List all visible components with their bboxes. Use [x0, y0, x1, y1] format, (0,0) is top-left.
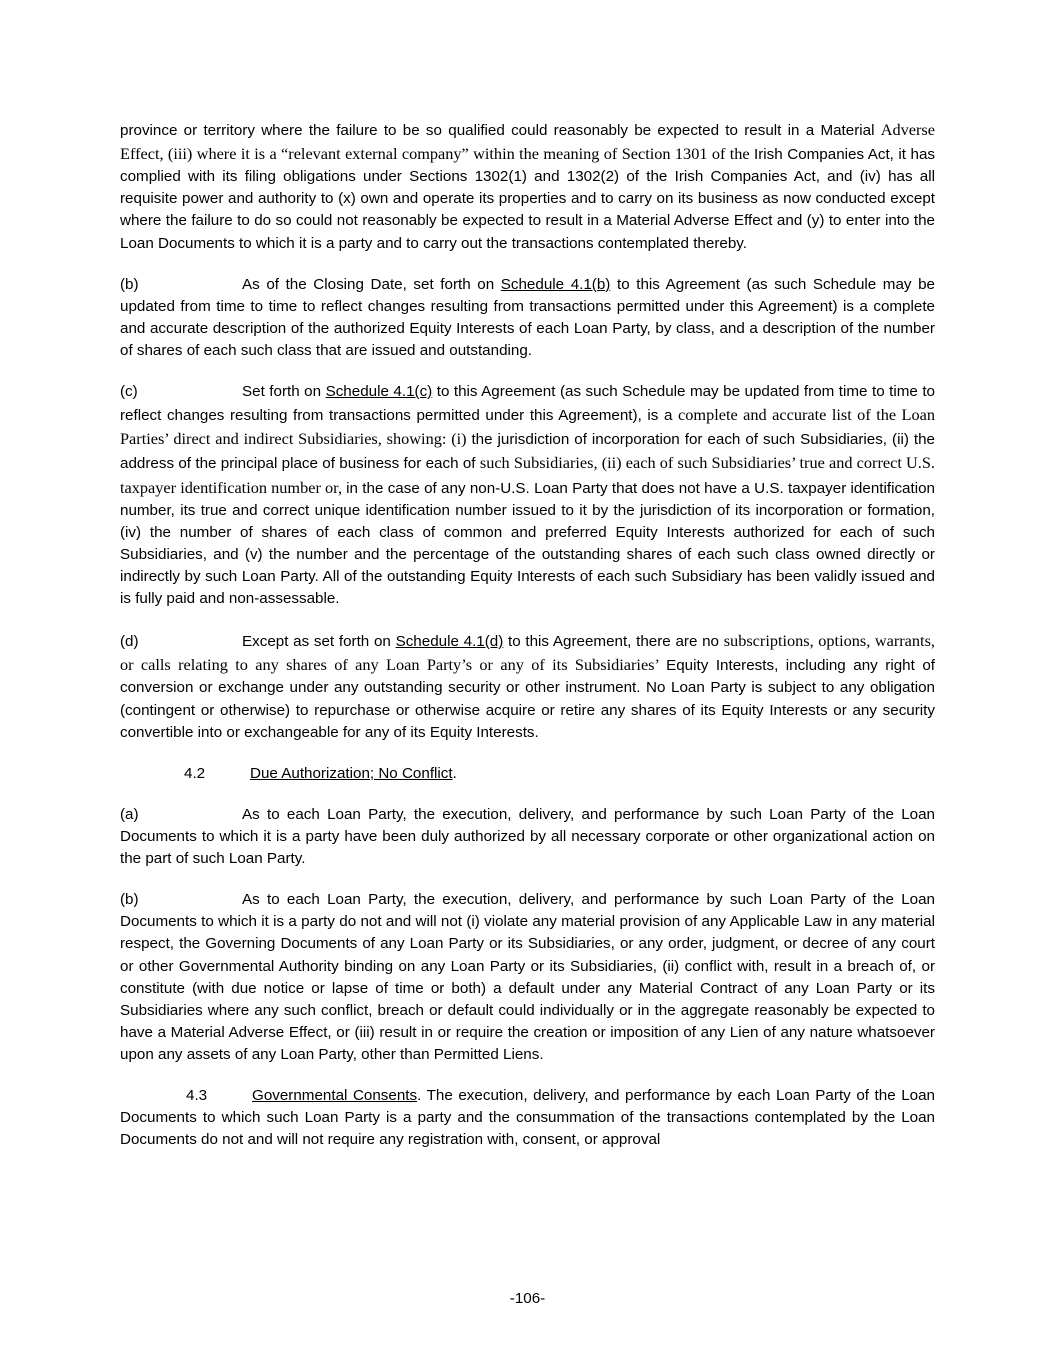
run-text: As of the Closing Date, set forth on [242, 275, 501, 293]
section-number-4-2: 4.2 [184, 764, 206, 782]
section-title-4-3: Governmental Consents [252, 1087, 418, 1105]
page-number: -106- [509, 1290, 546, 1307]
run-text: the jurisdiction of incorporation for each of such Subsidiaries, (ii) the address of the principal place of business for each of [120, 431, 935, 473]
run-text: to this Agreement, there are no [503, 633, 724, 651]
run-text-serif: such Subsidiaries, (ii) each of such Subsidiaries’ true and correct U.S. taxpayer identification number or, [120, 453, 935, 497]
paragraph-label-c: (c) [120, 383, 138, 401]
section-heading-4-2 [120, 763, 935, 785]
schedule-ref-4-1-c: Schedule 4.1(c) [325, 383, 433, 401]
run-text-serif: Adverse Effect, (iii) where it is a “relevant external company” within the meaning of Section 1301 of the [120, 120, 935, 164]
run-text: Except as set forth on [242, 633, 396, 651]
run-text-serif: subscriptions, options, warrants, or calls relating to any shares of any Loan Party’s or any of its Subsidiaries’ [120, 631, 935, 675]
run-text: to this Agreement (as such Schedule may be updated from time to time to reflect changes resulting from transactions permitted under this Agreement), is a [120, 383, 935, 425]
paragraph-4-1-b [120, 274, 935, 362]
paragraph-4-2-a [120, 804, 935, 870]
run-text: As to each Loan Party, the execution, delivery, and performance by such Loan Party of the Loan Documents to which it is a party have been duly authorized by all necessary corporate or other organizational action on the part of such Loan Party. [120, 805, 935, 868]
run-text: to this Agreement (as such Schedule may be updated from time to time to reflect changes resulting from transactions permitted under this Agreement) is a complete and accurate description of the authorized Equity Interests of each Loan Party, by class, and a description of the number of shares of each such class that are issued and outstanding. [120, 275, 935, 359]
run-text: in the case of any non-U.S. Loan Party that does not have a U.S. taxpayer identification number, its true and correct unique identification number issued to it by the jurisdiction of its incorporation or formation, (iv) the number of shares of each class of common and preferred Equity Interests authorized for each of such Subsidiaries, and (v) the number and the percentage of the outstanding shares of each such class owned directly or indirectly by such Loan Party. All of the outstanding Equity Interests of each such Subsidiary has been validly issued and is fully paid and non-assessable. [120, 479, 935, 608]
run-text: As to each Loan Party, the execution, delivery, and performance by such Loan Party of the Loan Documents to which it is a party do not and will not (i) violate any material provision of any Applicable Law in any material respect, the Governing Documents of any Loan Party or its Subsidiaries, or any order, judgment, or decree of any court or other Governmental Authority binding on any Loan Party or its Subsidiaries, (ii) conflict with, result in a breach of, or constitute (with due notice or lapse of time or both) a default under any Material Contract of any Loan Party or its Subsidiaries where any such conflict, breach or default could individually or in the aggregate reasonably be expected to have a Material Adverse Effect, or (iii) result in or require the creation or imposition of any Lien of any nature whatsoever upon any assets of any Loan Party, other than Permitted Liens. [120, 891, 935, 1063]
run-text-serif: complete and accurate list of the Loan Parties’ direct and indirect Subsidiaries, showing: (i) [120, 405, 935, 449]
run-text: Irish Companies Act, it has complied with its filing obligations under Sections 1302(1) and 1302(2) of the Irish Companies Act, and (iv) has all requisite power and authority to (x) own and operate its properties and to carry on its business as now conducted except where the failure to do so could not reasonably be expected to result in a Material Adverse Effect and (y) to enter into the Loan Documents to which it is a party and to carry out the transactions contemplated thereby. [120, 146, 936, 252]
paragraph-4-3 [120, 1085, 935, 1151]
section-title-trailer: . [452, 764, 457, 782]
schedule-ref-4-1-d: Schedule 4.1(d) [395, 633, 504, 651]
paragraph-label-b: (b) [120, 275, 139, 293]
run-text: Set forth on [242, 383, 326, 401]
paragraph-4-2-b [120, 889, 935, 1066]
paragraph-4-1-d [120, 629, 935, 744]
run-text: province or territory where the failure to be so qualified could reasonably be expected to result in a Material [120, 122, 881, 139]
schedule-ref-4-1-b: Schedule 4.1(b) [500, 275, 611, 293]
paragraph-4-1-c [120, 381, 935, 610]
run-text: . The execution, delivery, and performance by each Loan Party of the Loan Documents to which such Loan Party is a party and the consummation of the transactions contemplated by the Loan Documents do not and will not require any registration with, consent, or approval [120, 1087, 936, 1149]
paragraph-label-b2: (b) [120, 891, 139, 909]
section-number-4-3: 4.3 [186, 1087, 208, 1105]
run-text: Equity Interests, including any right of conversion or exchange under any outstanding security or other instrument. No Loan Party is subject to any obligation (contingent or otherwise) to repurchase or otherwise acquire or retire any shares of its Equity Interests or any security convertible into or exchangeable for any of its Equity Interests. [120, 657, 936, 741]
paragraph-continuation [120, 118, 935, 255]
paragraph-label-a: (a) [120, 805, 139, 823]
section-title-4-2: Due Authorization; No Conflict [250, 764, 453, 782]
paragraph-label-d: (d) [120, 633, 139, 651]
